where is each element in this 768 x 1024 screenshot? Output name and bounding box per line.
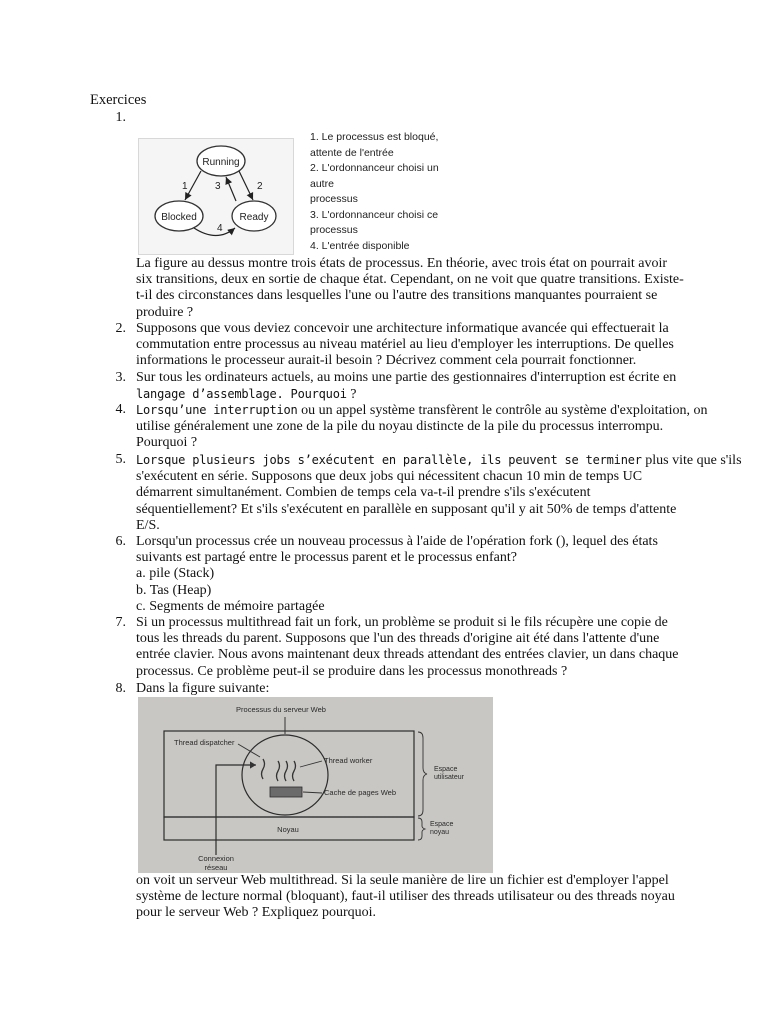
text-line [136,386,681,403]
web-server-diagram [138,697,493,873]
text-line: séquentiellement? Et s'ils s'exécutent en parallèle en supposant qu'il y ait 50% de temps d'attente [136,501,677,517]
text-line: système de lecture normal (bloquant), faut-il utiliser des threads utilisateur ou des threads noyau [136,889,675,905]
question-3-text [136,370,681,403]
text-line: commutation entre processus au niveau matériel au lieu d'employer les interruptions. De quelles [136,337,674,353]
process-state-figure [138,138,294,255]
text-line: s'exécutent en série. Supposons que deux jobs qui nécessitent chacun 10 min de temps UC [136,469,643,485]
text-line: tous les threads du parent. Supposons que l'un des threads d'origine ait été dans l'attente d'une [136,631,660,647]
list-number: 6. [115,534,126,549]
text-line: c. Segments de mémoire partagée [136,598,325,614]
legend-line: processus [310,193,358,205]
text-fragment: ou un appel système transfèrent le contrôle au système d'exploitation, on [297,403,708,418]
text-line: pour le serveur Web ? Expliquez pourquoi. [136,905,377,921]
text-line: suivants est partagé entre le processus parent et le processus enfant? [136,550,517,566]
dispatcher-label: Thread dispatcher [174,738,235,747]
text-line: Lorsqu'un processus crée un nouveau processus à l'aide de l'opération fork (), lequel des états [136,534,658,549]
web-server-figure [138,697,493,873]
text-line [136,402,708,419]
process-state-diagram [139,139,293,254]
worker-label: Thread worker [324,756,373,765]
question-1-text [136,256,684,321]
transition-3-arrow [226,177,236,201]
transition-4-label: 4 [217,223,223,234]
text-fragment: plus vite que s'ils [641,453,742,468]
legend-line: 4. L'entrée disponible [310,239,410,252]
text-line: t-il des circonstances dans lesquelles l'une ou l'autre des transitions manquantes pourraient se [136,288,658,304]
mono-fragment: langage d’assemblage. Pourquoi [136,387,347,402]
transition-2-label: 2 [257,181,263,192]
text-line: produire ? [136,304,194,320]
network-label: réseau [204,863,228,872]
question-4-text [136,402,708,452]
text-line [136,452,742,469]
text-line: processus. Ce problème peut-il se produire dans les processus monothreads ? [136,663,568,679]
question-6-text [136,534,681,615]
text-line: a. pile (Stack) [136,566,215,582]
legend-line: attente de l'entrée [310,146,394,159]
legend-line: 2. L'ordonnanceur choisi un [310,162,439,174]
text-line: Pourquoi ? [136,435,198,451]
list-number: 1. [115,110,126,125]
figure-legend [310,130,439,254]
question-5-text [136,452,742,534]
transition-1-label: 1 [182,181,188,192]
kernel-space-label: noyau [430,829,450,836]
user-space-label: Espace [434,766,458,773]
question-7-text [136,615,681,680]
blocked-label: Blocked [161,212,197,223]
text-line: démarrent simultanément. Combien de temps cela va-t-il prendre s'ils s'exécutent [136,485,591,501]
question-8-text [136,873,681,922]
transition-4-arrow [194,228,235,236]
text-line: Supposons que vous deviez concevoir une architecture informatique avancée qui effectuerait la [136,321,669,336]
ready-label: Ready [239,212,269,223]
list-number: 8. [115,681,126,696]
list-number: 4. [115,402,126,417]
text-line: on voit un serveur Web multithread. Si la seule manière de lire un fichier est d'employer l'appel [136,873,669,888]
transition-2-arrow [239,171,253,200]
legend-line: 1. Le processus est bloqué, [310,131,439,143]
mono-fragment: Lorsque plusieurs jobs s’exécutent en parallèle, ils peuvent se terminer [136,453,642,467]
text-line: entrée clavier. Nous avons maintenant deux threads attendant des entrées clavier, un dans chaque [136,647,679,663]
legend-line: processus [310,224,358,236]
text-fragment: ? [346,387,357,403]
list-number: 5. [115,452,126,467]
kernel-label: Noyau [277,825,299,834]
text-line: informations le processeur aurait-il besoin ? Décrivez comment cela pourrait fonctionner. [136,353,637,369]
web-page-cache [270,787,302,797]
running-label: Running [202,157,240,168]
list-number: 3. [115,370,126,385]
list-number: 7. [115,615,126,630]
transition-3-label: 3 [215,181,221,192]
text-line: Sur tous les ordinateurs actuels, au moins une partie des gestionnaires d'interruption est écrite en [136,370,677,385]
page-title: Exercices [90,92,147,108]
text-line: E/S. [136,517,160,533]
text-line: utilise généralement une zone de la pile du noyau distincte de la pile du processus interrompu. [136,419,664,435]
text-line: six transitions, deux en sortie de chaque état. Cependant, on ne voit que quatre transitions. Existe- [136,272,684,288]
text-line: La figure au dessus montre trois états de processus. En théorie, avec trois état on pourrait avoir [136,256,668,271]
legend-line: autre [310,177,334,190]
legend-line: 3. L'ordonnanceur choisi ce [310,208,439,221]
text-line: b. Tas (Heap) [136,582,212,598]
mono-fragment: Lorsqu’une interruption [136,403,298,417]
list-number: 2. [115,321,126,336]
cache-label: Cache de pages Web [324,788,396,797]
text-line: Dans la figure suivante: [136,681,270,696]
question-8-intro [136,681,681,697]
web-process-label: Processus du serveur Web [236,705,326,714]
kernel-space-label: Espace [430,821,454,828]
text-line: Si un processus multithread fait un fork, un problème se produit si le fils récupère une copie de [136,615,668,630]
network-label: Connexion [198,854,234,863]
question-2-text [136,321,681,370]
user-space-label: utilisateur [434,774,464,781]
